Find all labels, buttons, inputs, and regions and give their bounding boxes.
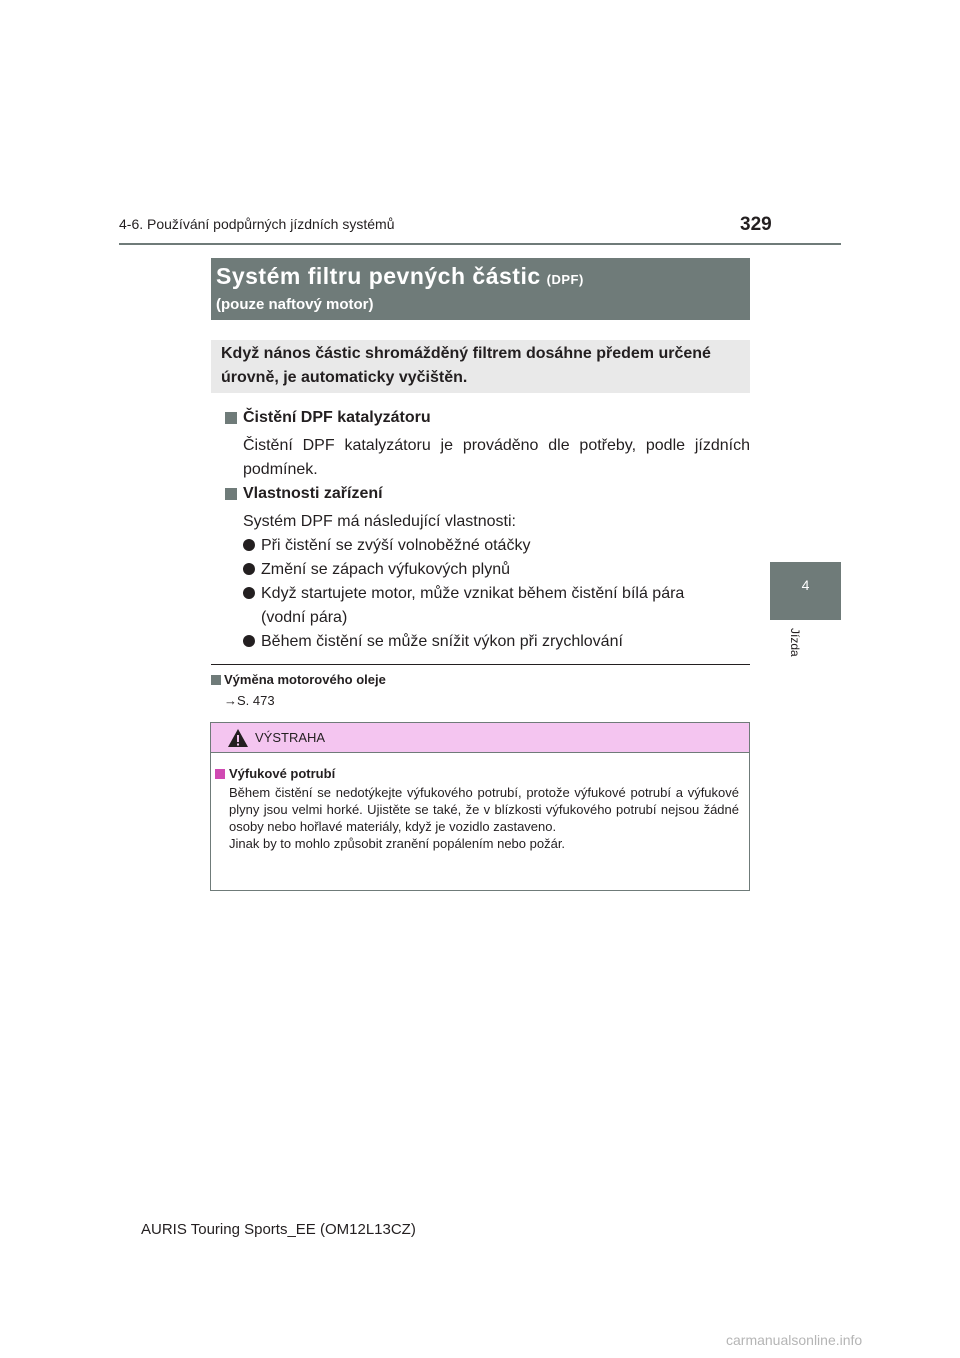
list-item [243,558,750,582]
warning-text [229,784,739,852]
page-title [216,263,584,290]
intro-box [211,340,750,393]
warning-box [210,722,750,891]
square-bullet-icon [225,488,237,500]
chapter-label: Jízda [788,628,802,657]
page-title-suffix: (DPF) [546,272,584,287]
list-item [243,534,750,558]
divider [211,664,750,665]
title-band [211,258,750,320]
footer-model: AURIS Touring Sports_EE (OM12L13CZ) [141,1221,416,1238]
section-dpf-cleaning [225,406,750,482]
note-heading-text: Výměna motorového oleje [224,672,386,687]
warning-triangle-icon [227,728,249,748]
warning-title: VÝSTRAHA [255,730,326,745]
list-item-text: Během čistění se může snížit výkon při zrychlování [261,633,623,650]
header-rule [119,243,841,245]
section-features [225,482,750,654]
list-item [243,630,750,654]
list-item-text: Při čistění se zvýší volnoběžné otáčky [261,537,531,554]
square-bullet-icon [215,769,225,779]
section-text: Systém DPF má následující vlastnosti: [243,513,516,530]
bullet-dot-icon [243,587,255,599]
list-item-text: Když startujete motor, může vznikat během čistění bílá pára (vodní pára) [261,585,685,626]
note-heading [211,672,386,687]
intro-text: Když nános částic shromážděný filtrem dosáhne předem určené úrovně, je automaticky vyčištěn. [221,345,711,386]
bullet-dot-icon [243,539,255,551]
section-header: 4-6. Používání podpůrných jízdních systémů [119,216,395,232]
page-number: 329 [740,214,772,235]
section-heading-text: Čistění DPF katalyzátoru [243,409,431,426]
section-heading-text: Vlastnosti zařízení [243,485,383,502]
section-heading [225,406,750,430]
page-reference: →S. 473 [224,693,275,708]
section-text: Čistění DPF katalyzátoru je prováděno dle potřeby, podle jízdních podmínek. [243,437,750,478]
warning-line: Během čistění se nedotýkejte výfukového potrubí, protože výfukové potrubí a výfukové plyny jsou velmi horké. Ujistěte se také, že v blízkosti výfukového potrubí nejsou žádné osoby nebo hořlavé materiály, když je vozidlo zastaveno. [229,785,739,834]
square-bullet-icon [211,675,221,685]
list-item [243,582,750,630]
list-item-text: Změní se zápach výfukových plynů [261,561,511,578]
warning-heading-text: Výfukové potrubí [229,766,336,781]
square-bullet-icon [225,412,237,424]
warning-heading [215,766,749,781]
watermark: carmanualsonline.info [726,1332,863,1348]
bullet-dot-icon [243,563,255,575]
bullet-dot-icon [243,635,255,647]
warning-line: Jinak by to mohlo způsobit zranění popálením nebo požár. [229,836,566,851]
chapter-tab [770,562,841,620]
warning-header [211,723,749,753]
page-subtitle: (pouze naftový motor) [216,296,374,313]
section-heading [225,482,750,506]
chapter-number: 4 [801,577,810,593]
page-title-text: Systém filtru pevných částic [216,263,541,289]
